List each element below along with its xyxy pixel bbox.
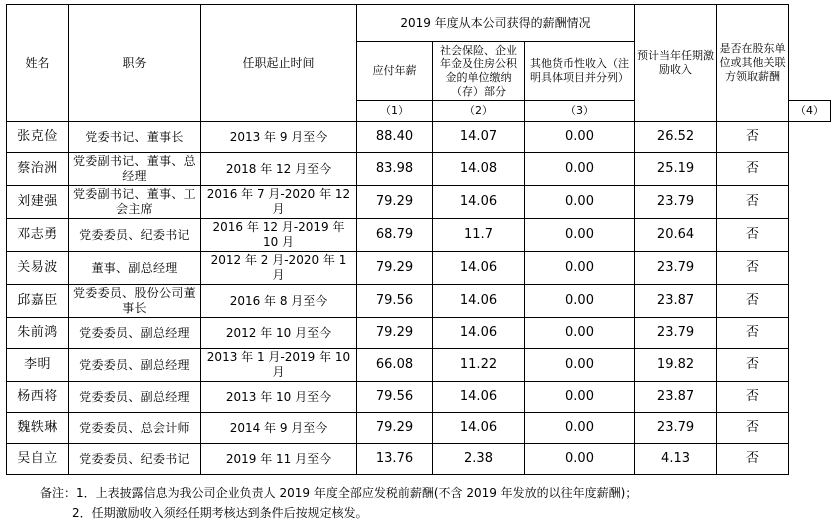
compensation-table — [6, 4, 831, 475]
cell-insurance: 14.06 — [433, 252, 525, 285]
cell-incentive: 23.79 — [635, 413, 717, 444]
cell-term: 2016 年 12 月-2019 年 10 月 — [201, 219, 357, 252]
cell-name: 刘建强 — [7, 186, 69, 219]
header-insurance: 社会保险、企业年金及住房公积金的单位缴纳（存）部分 — [433, 42, 525, 101]
cell-related-party: 否 — [717, 318, 789, 349]
cell-other-cash: 0.00 — [525, 382, 635, 413]
table-row — [7, 382, 831, 413]
header-number-3: （3） — [525, 101, 635, 122]
table-row — [7, 285, 831, 318]
cell-incentive: 23.79 — [635, 318, 717, 349]
cell-annual-pay: 79.29 — [357, 252, 433, 285]
cell-position: 党委委员、总会计师 — [69, 413, 201, 444]
cell-related-party: 否 — [717, 252, 789, 285]
cell-other-cash: 0.00 — [525, 349, 635, 382]
table-row — [7, 219, 831, 252]
cell-name: 魏轶琳 — [7, 413, 69, 444]
cell-insurance: 14.06 — [433, 382, 525, 413]
cell-incentive: 23.87 — [635, 285, 717, 318]
cell-name: 朱前鸿 — [7, 318, 69, 349]
cell-insurance: 11.7 — [433, 219, 525, 252]
cell-incentive: 23.79 — [635, 252, 717, 285]
cell-insurance: 14.06 — [433, 186, 525, 219]
cell-annual-pay: 83.98 — [357, 153, 433, 186]
cell-position: 党委书记、董事长 — [69, 122, 201, 153]
note-item-1: 1．上表披露信息为我公司企业负责人 2019 年度全部应发税前薪酬(不含 2019 年发放的以往年度薪酬)； — [76, 486, 638, 500]
cell-related-party: 否 — [717, 382, 789, 413]
cell-name: 李明 — [7, 349, 69, 382]
cell-other-cash: 0.00 — [525, 153, 635, 186]
cell-incentive: 23.79 — [635, 186, 717, 219]
cell-insurance: 14.06 — [433, 285, 525, 318]
cell-position: 董事、副总经理 — [69, 252, 201, 285]
cell-annual-pay: 79.56 — [357, 285, 433, 318]
cell-other-cash: 0.00 — [525, 186, 635, 219]
table-row — [7, 153, 831, 186]
cell-insurance: 14.07 — [433, 122, 525, 153]
cell-insurance: 14.06 — [433, 318, 525, 349]
header-number-1: （1） — [357, 101, 433, 122]
cell-insurance: 11.22 — [433, 349, 525, 382]
cell-incentive: 4.13 — [635, 444, 717, 475]
cell-annual-pay: 68.79 — [357, 219, 433, 252]
header-compensation-group: 2019 年度从本公司获得的薪酬情况 — [357, 5, 635, 42]
note-line-1 — [40, 483, 831, 503]
header-other-cash: 其他货币性收入（注明具体项目并分列） — [525, 42, 635, 101]
cell-term: 2016 年 7 月-2020 年 12 月 — [201, 186, 357, 219]
cell-position: 党委副书记、董事、总经理 — [69, 153, 201, 186]
cell-related-party: 否 — [717, 285, 789, 318]
cell-name: 吴自立 — [7, 444, 69, 475]
cell-position: 党委委员、副总经理 — [69, 318, 201, 349]
header-incentive: 预计当年任期激励收入 — [635, 5, 717, 122]
cell-annual-pay: 79.29 — [357, 413, 433, 444]
cell-incentive: 25.19 — [635, 153, 717, 186]
cell-name: 邱嘉臣 — [7, 285, 69, 318]
table-header-row-group — [7, 5, 831, 42]
cell-term: 2016 年 8 月至今 — [201, 285, 357, 318]
header-number-2: （2） — [433, 101, 525, 122]
cell-insurance: 14.06 — [433, 413, 525, 444]
notes-label: 备注： — [40, 486, 77, 500]
cell-related-party: 否 — [717, 413, 789, 444]
cell-other-cash: 0.00 — [525, 285, 635, 318]
cell-name: 杨西将 — [7, 382, 69, 413]
cell-term: 2012 年 2 月-2020 年 1 月 — [201, 252, 357, 285]
cell-term: 2013 年 10 月至今 — [201, 382, 357, 413]
cell-term: 2012 年 10 月至今 — [201, 318, 357, 349]
cell-related-party: 否 — [717, 153, 789, 186]
table-row — [7, 122, 831, 153]
cell-position: 党委委员、副总经理 — [69, 349, 201, 382]
cell-incentive: 26.52 — [635, 122, 717, 153]
cell-other-cash: 0.00 — [525, 219, 635, 252]
header-name: 姓名 — [7, 5, 69, 122]
cell-related-party: 否 — [717, 219, 789, 252]
cell-insurance: 14.08 — [433, 153, 525, 186]
header-annual-pay: 应付年薪 — [357, 42, 433, 101]
cell-position: 党委委员、副总经理 — [69, 382, 201, 413]
cell-position: 党委委员、纪委书记 — [69, 219, 201, 252]
cell-name: 蔡治洲 — [7, 153, 69, 186]
header-related-party: 是否在股东单位或其他关联方领取薪酬 — [717, 5, 789, 122]
cell-annual-pay: 88.40 — [357, 122, 433, 153]
cell-term: 2013 年 9 月至今 — [201, 122, 357, 153]
cell-name: 邓志勇 — [7, 219, 69, 252]
cell-position: 党委委员、纪委书记 — [69, 444, 201, 475]
cell-position: 党委副书记、董事、工会主席 — [69, 186, 201, 219]
cell-annual-pay: 66.08 — [357, 349, 433, 382]
cell-related-party: 否 — [717, 444, 789, 475]
note-item-2: 2．任期激励收入须经任期考核达到条件后按规定核发。 — [72, 506, 368, 521]
cell-name: 关易波 — [7, 252, 69, 285]
table-notes — [6, 483, 831, 524]
cell-other-cash: 0.00 — [525, 413, 635, 444]
header-term: 任职起止时间 — [201, 5, 357, 122]
cell-other-cash: 0.00 — [525, 318, 635, 349]
cell-term: 2013 年 1 月-2019 年 10 月 — [201, 349, 357, 382]
cell-related-party: 否 — [717, 122, 789, 153]
cell-term: 2018 年 12 月至今 — [201, 153, 357, 186]
cell-related-party: 否 — [717, 349, 789, 382]
cell-other-cash: 0.00 — [525, 444, 635, 475]
cell-term: 2014 年 9 月至今 — [201, 413, 357, 444]
header-number-4: （4） — [789, 101, 831, 122]
cell-related-party: 否 — [717, 186, 789, 219]
cell-annual-pay: 79.29 — [357, 318, 433, 349]
cell-annual-pay: 13.76 — [357, 444, 433, 475]
cell-incentive: 20.64 — [635, 219, 717, 252]
cell-annual-pay: 79.56 — [357, 382, 433, 413]
table-row — [7, 349, 831, 382]
table-row — [7, 252, 831, 285]
table-row — [7, 186, 831, 219]
cell-annual-pay: 79.29 — [357, 186, 433, 219]
cell-name: 张克俭 — [7, 122, 69, 153]
cell-term: 2019 年 11 月至今 — [201, 444, 357, 475]
cell-incentive: 19.82 — [635, 349, 717, 382]
cell-insurance: 2.38 — [433, 444, 525, 475]
cell-other-cash: 0.00 — [525, 252, 635, 285]
cell-position: 党委委员、股份公司董事长 — [69, 285, 201, 318]
table-row — [7, 413, 831, 444]
header-position: 职务 — [69, 5, 201, 122]
note-line-2 — [40, 503, 831, 523]
table-row — [7, 318, 831, 349]
cell-incentive: 23.87 — [635, 382, 717, 413]
cell-other-cash: 0.00 — [525, 122, 635, 153]
table-row — [7, 444, 831, 475]
